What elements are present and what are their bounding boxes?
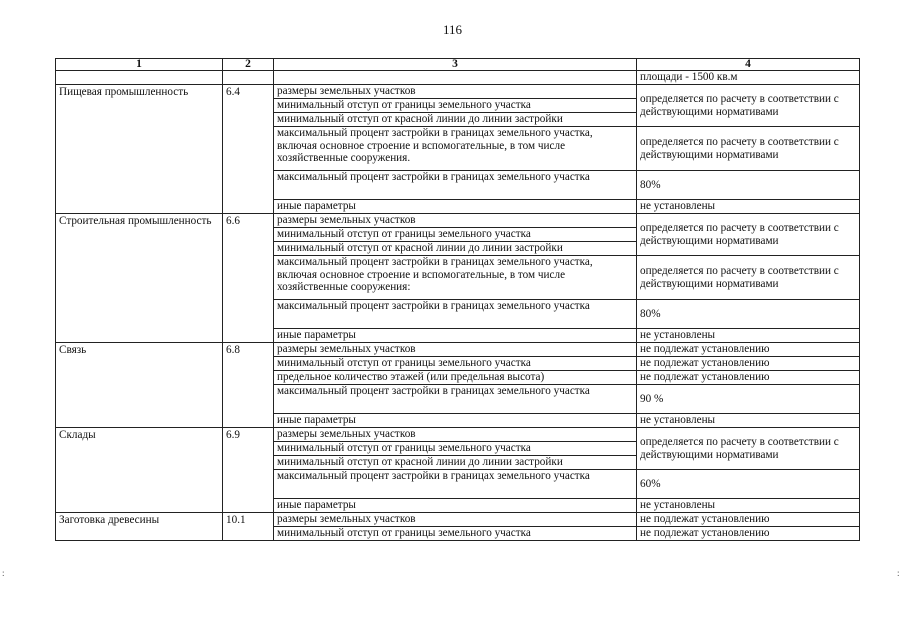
header-row — [56, 59, 860, 71]
column-header-4: 4 — [637, 59, 860, 71]
cell-value: 90 % — [637, 385, 860, 414]
cell-value: не установлены — [637, 499, 860, 513]
right-edge-mark: : — [897, 568, 900, 578]
table-row — [56, 428, 860, 442]
cell-value: не подлежат установлению — [637, 343, 860, 357]
cell-param: максимальный процент застройки в границах земельного участка, включая основное строение и вспомогательные, в том числе хозяйственные сооружения: — [274, 256, 637, 300]
cell-use-code: 10.1 — [223, 513, 274, 541]
cell-param: размеры земельных участков — [274, 214, 637, 228]
cell-param: иные параметры — [274, 499, 637, 513]
cell-use-name: Заготовка древесины — [56, 513, 223, 541]
cell-param: иные параметры — [274, 329, 637, 343]
table-row — [56, 85, 860, 99]
page-number: 116 — [442, 22, 463, 37]
cell-param: минимальный отступ от границы земельного участка — [274, 357, 637, 371]
table-row — [56, 71, 860, 85]
table-row — [56, 214, 860, 228]
cell-value: не установлены — [637, 414, 860, 428]
cell-value: определяется по расчету в соответствии с действующими нормативами — [637, 127, 860, 171]
cell-value: 80% — [637, 171, 860, 200]
cell-param: максимальный процент застройки в границах земельного участка — [274, 171, 637, 200]
cell-value: не установлены — [637, 329, 860, 343]
cell-param: размеры земельных участков — [274, 428, 637, 442]
cell-use-name: Пищевая промышленность — [56, 85, 223, 214]
cell-use-name: Связь — [56, 343, 223, 428]
cell-use-code: 6.8 — [223, 343, 274, 428]
cell-use-code: 6.9 — [223, 428, 274, 513]
cell-param: минимальный отступ от красной линии до линии застройки — [274, 456, 637, 470]
cell-param: минимальный отступ от границы земельного участка — [274, 228, 637, 242]
cell-value: не подлежат установлению — [637, 527, 860, 541]
cell-value: определяется по расчету в соответствии с действующими нормативами — [637, 428, 860, 470]
cell-param: минимальный отступ от границы земельного участка — [274, 99, 637, 113]
cell-use-name: Склады — [56, 428, 223, 513]
table-row — [56, 513, 860, 527]
cell-param: предельное количество этажей (или предельная высота) — [274, 371, 637, 385]
cell-empty — [223, 71, 274, 85]
cell-empty — [56, 71, 223, 85]
cell-param: минимальный отступ от красной линии до линии застройки — [274, 242, 637, 256]
cell-use-code: 6.4 — [223, 85, 274, 214]
column-header-3: 3 — [274, 59, 637, 71]
cell-param: максимальный процент застройки в границах земельного участка — [274, 385, 637, 414]
cell-param: минимальный отступ от границы земельного участка — [274, 527, 637, 541]
cell-param: иные параметры — [274, 200, 637, 214]
cell-value: не установлены — [637, 200, 860, 214]
table-row — [56, 343, 860, 357]
cell-value: определяется по расчету в соответствии с действующими нормативами — [637, 256, 860, 300]
cell-value: площади - 1500 кв.м — [637, 71, 860, 85]
cell-param: иные параметры — [274, 414, 637, 428]
cell-param: максимальный процент застройки в границах земельного участка — [274, 300, 637, 329]
cell-param: размеры земельных участков — [274, 343, 637, 357]
cell-use-code: 6.6 — [223, 214, 274, 343]
cell-value: не подлежат установлению — [637, 513, 860, 527]
cell-use-name: Строительная промышленность — [56, 214, 223, 343]
cell-empty — [274, 71, 637, 85]
land-use-parameters-table — [55, 58, 860, 541]
cell-value: определяется по расчету в соответствии с действующими нормативами — [637, 85, 860, 127]
cell-value: не подлежат установлению — [637, 371, 860, 385]
column-header-1: 1 — [56, 59, 223, 71]
left-edge-mark: : — [2, 568, 5, 578]
cell-param: минимальный отступ от красной линии до линии застройки — [274, 113, 637, 127]
cell-param: размеры земельных участков — [274, 513, 637, 527]
cell-param: размеры земельных участков — [274, 85, 637, 99]
cell-value: 60% — [637, 470, 860, 499]
cell-value: определяется по расчету в соответствии с действующими нормативами — [637, 214, 860, 256]
column-header-2: 2 — [223, 59, 274, 71]
cell-param: максимальный процент застройки в границах земельного участка, включая основное строение и вспомогательные, в том числе хозяйственные сооружения. — [274, 127, 637, 171]
cell-param: минимальный отступ от границы земельного участка — [274, 442, 637, 456]
cell-value: 80% — [637, 300, 860, 329]
cell-param: максимальный процент застройки в границах земельного участка — [274, 470, 637, 499]
cell-value: не подлежат установлению — [637, 357, 860, 371]
